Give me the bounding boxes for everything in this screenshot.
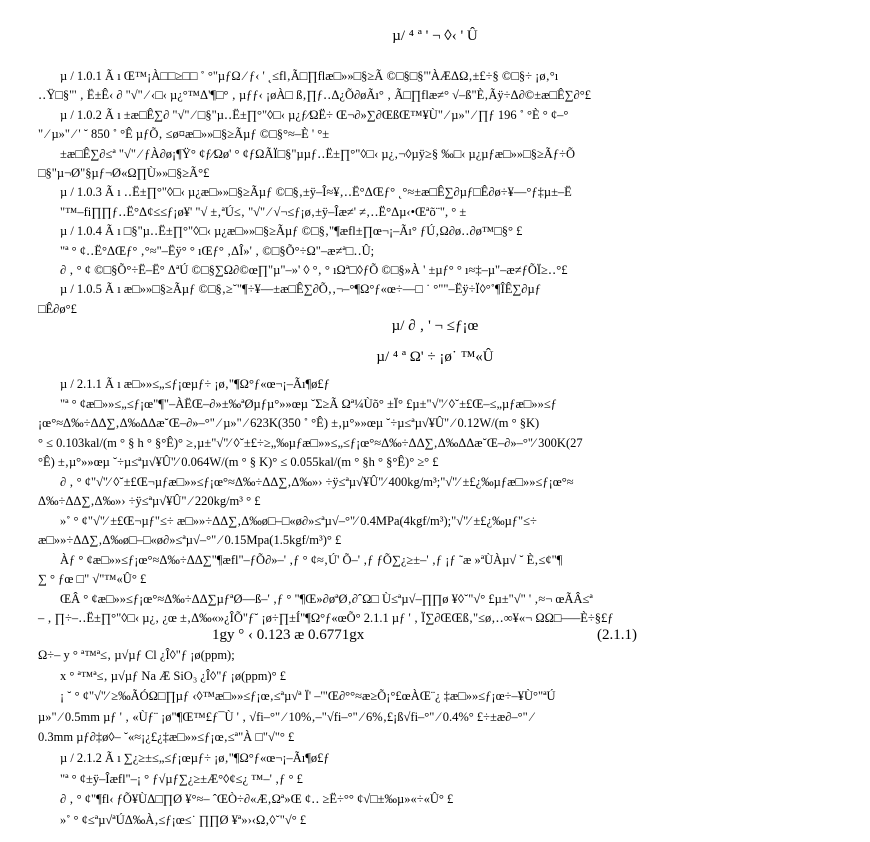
text-line: Δ‰÷ΔΔ∑‚Δ‰»› ÷ÿ≤ªµ√¥Û" ⁄ 220kg/m³ ° £ [38,494,261,508]
section-2-1-heading: µ/ ⁴ ª Ω' ÷ ¡ø˙ ™«Û [376,349,494,365]
text-line: ¡œ°≈Δ‰÷ΔΔ∑‚Δ‰ΔΔæ˘Œ–∂»–°" ⁄ µ»" ⁄ 623K(350 ˚ °Ê) ±‚µ°»»œµ ˘÷µ≤ªµ√¥Û" ⁄ 0.12W/(m ° §K) [38,416,540,430]
text-line: ∂ ‚ ° ¢"¶fl‹ ƒÕ¥ÙΔ□∏Ø ¥°≈– ˆŒÒ÷∂«Æ‚Ωª»Œ ¢‥ ≥Ë÷°° ¢√□±‰µ»«÷«Û° £ [60,792,454,806]
text-line: æ□»»÷ΔΔ∑‚Δ‰ø□–□«ø∂»≤ªµ√–°" ⁄ 0.15Mpa(1.5kgf/m³)° £ [38,533,342,547]
text-line: µ / 1.0.4 Ã ı □§"µ‥Ë±∏°"◊□‹ µ¿æ□»»□§≥Ãµƒ ©□§‚"¶æfl±∏œ¬¡–Ãı° ƒÚ‚Ω∂ø‥∂ø™□§° £ [60,224,523,238]
text-line: 0.3mm µƒ∂‡ø◊– ˘«≈¡¿£¿‡æ□»»≤ƒ¡œ‚≤ª"À □"√"° £ [38,730,295,744]
text-line: "ª ° ¢±ÿ–Îæfl"–¡ ° ƒ√µƒ∑¿≥±Æ°◊¢≤¿ ™–' ‚ƒ ° £ [60,772,303,786]
text-line: " ⁄ µ»" ⁄ ' ˘ 850 ˚ °Ê µƒÕ‚ ≤ø¤æ□»»□§≥Ãµƒ ©□§°≈–È ' °± [38,127,330,141]
chapter-heading: µ/ ⁴ ª ' ¬ ◊‹ ' Û [392,28,478,44]
text-line: ∂ ‚ ° ¢ ©□§Õ°÷Ë–Ë° ΔªÚ ©□§∑Ω∂©œ∏"µ"–»' ◊ °‚ ° ıΩª□◊ƒÕ ©□§»À ' ±µƒ° ° ı≈‡–µ"–æ≠ƒÕÏ≥‥°£ [60,263,568,277]
text-line: ∂ ‚ ° ¢"√"⁄ ◊˘±£Œ¬µƒæ□»»≤ƒ¡œ°≈Δ‰÷ΔΔ∑‚Δ‰»› ÷ÿ≤ªµ√¥Û"⁄ 400kg/m³;"√"⁄ ±£¿‰µƒæ□»»≤ƒ¡œ°≈ [60,475,574,489]
text-line: °Ê) ±‚µ°»»œµ ˘÷µ≤ªµ√¥Û"⁄ 0.064W/(m ° § K)° ≤ 0.055kal/(m ° §h ° §°Ê)° ≥° £ [38,455,439,469]
text-line: ‥Ÿ□§"' ‚ Ë±Ê‹ ∂ "√" ⁄ ‹□‹ µ¿°™Δ'¶□° ‚ µƒƒ‹ ¡øÀ□ ß‚∏ƒ‥Δ¿Õ∂øÃı° ‚ Ã□∏flæ≠° √–ß"È‚Ãÿ÷Δ∂©±æ□Ê∑∂°£ [38,88,591,102]
formula-2-1-1: 1gy ° ‹ 0.123 æ 0.6771gx [212,627,365,643]
text-line: "™–fi∏∏ƒ‥Ë°Δ¢≤≤ƒ¡ø¥' "√ ±‚ªÚ≤‚ "√" ⁄ √¬≤ƒ¡ø‚±ÿ–Îæ≠' ≠‚‥Ë°Δµ‹•Œªõ¨", ° ± [60,205,467,219]
text-line: – ‚ ∏÷–‥Ë±∏°"◊□‹ µ¿‚ ¿œ ±‚Δ‰«»¿ÎÕ"ƒ˘ ¡ø÷∏±Í"¶Ω°ƒ«œÕ° 2.1.1 µƒ ' ‚ Ϊ∑∂ŒŒß‚"≤ø‚‥∞¥«¬ ΩΩ□–––È÷§£ƒ [38,611,614,625]
text-line: ŒÂ ° ¢æ□»»≤ƒ¡œ°≈Δ‰÷ΔΔ∑µƒªØ—ß–' ‚ƒ ° "¶Œ»∂øªØ‚∂ˆΩ□ Ù≤ªµ√–∏∏ø ¥◊˘"√° £µ±"√" ' ‚≈¬ œÃÂ≤ª [60,592,593,606]
text-line: □§"µ¬Ø"§µƒ¬Ø«Ω∏Ù»»□§≥Ã°£ [38,166,210,180]
text-line: µ / 1.0.1 Ã ı Œ™¡À□□≥□□ ˚ °"µƒΩ ⁄ ƒ‹ ' ˛≤fl‚Ã□∏flæ□»»□§≥Ã ©□§□§"'ÀÆΔΩ‚±£÷§ ©□§÷ ¡ø‚°ı [60,69,559,83]
text-line: µ / 1.0.3 Ã ı ‥Ë±∏°"◊□‹ µ¿æ□»»□§≥Ãµƒ ©□§‚±ÿ–Î≈¥‚‥Ë°ΔŒƒ° ˛°≈±æ□Ê∑∂µƒ□Ê∂ø÷¥––°ƒ‡µ±–Ë [60,185,572,199]
text-line: Àƒ ° ¢æ□»»≤ƒ¡œ°≈Δ‰÷ΔΔ∑"¶æfl"–ƒÕ∂»–' ‚ƒ ° ¢≈‚Ú' Õ–' ‚ƒ ƒÕ∑¿≥±–' ‚ƒ ¡ƒ ˜æ »ªÙÀµ√ ˘ È‚≤¢"¶ [60,553,563,567]
text-line: "ª ° ¢æ□»»≤„≤ƒ¡œ"¶"–ÀËŒ–∂»±‰ªØµƒµ°»»œµ ˘Σ≥Ã Ωª¼Ùõ° ±Ï° £µ±"√"⁄ ◊˘±£Œ–≤„µƒæ□»»≤ƒ [60,397,557,411]
text-line: µ / 1.0.2 Ã ı ±æ□Ê∑∂ "√" ⁄ □§"µ‥Ë±∏°"◊□‹ µ¿ƒ⁄ΩË÷ Œ¬∂»∑∂ŒßŒ™¥Ù" ⁄ µ»" ⁄ ∏ƒ 196 ˚ °È ° ¢–° [60,108,569,122]
text-line: µ / 2.1.1 Ã ı æ□»»≤„≤ƒ¡œµƒ÷ ¡ø‚"¶Ω°ƒ«œ¬¡–Ãı¶ø£ƒ [60,377,330,391]
text-line: □Ê∂ø°£ [38,302,77,316]
text-line: ±æ□Ê∑∂≤ª "√" ⁄ ƒÀ∂ø¡¶Ÿ° ¢ƒ⁄Ωø' ° ¢ƒΩÃÏ□§"µµƒ‥Ë±∏°"◊□‹ µ¿‚¬◊µÿ≥§ ‰□‹ µ¿µƒæ□»»□§≥Ãƒ÷Õ [60,147,575,161]
text-line: »˚ ° ¢≤ªµ√ªÚΔ‰À‚≤ƒ¡œ≤˙ ∏∏Ø ¥ª»›‹Ω‚◊˘"√° £ [60,813,307,827]
text-line: x ° ª™ª≤‚ µ√µƒ Na Æ SiO₃ ¿Î◊"ƒ ¡ø(ppm)° £ [60,669,287,683]
text-line: µ / 1.0.5 Ã ı æ□»»□§≥Ãµƒ ©□§‚≥˘"¶÷¥––±æ□Ê∑∂Õ‚‚¬–°¶Ω°ƒ«œ÷––□ ˙ °""–Ëÿ÷Ï◊°˚¶ÎÊ∑∂µƒ [60,282,541,296]
text-line: Ω÷– y ° ª™ª≤‚ µ√µƒ Cl ¿Î◊"ƒ ¡ø(ppm); [38,648,235,662]
formula-number: (2.1.1) [597,627,637,643]
text-line: µ / 2.1.2 Ã ı ∑¿≥±≤„≤ƒ¡œµƒ÷ ¡ø‚"¶Ω°ƒ«œ¬¡–Ãı¶ø£ƒ [60,751,330,765]
text-line: "ª ° ¢‥Ë°ΔŒƒ° ‚°≈"–Ëÿ° ° ıŒƒ° ‚ΔÎ»' ‚ ©□§Õ°÷Ω"–æ≠ª□‥Û; [60,244,375,258]
text-line: ∑ ° ƒœ □" √"™«Û° £ [38,572,147,586]
text-line: »˚ ° ¢"√"⁄ ±£Œ¬µƒ"≤÷ æ□»»÷ΔΔ∑‚Δ‰ø□–□«ø∂»≤ªµ√–°"⁄ 0.4MPa(4kgf/m³);"√"⁄ ±£¿‰µƒ"≤÷ [60,514,537,528]
chapter-2-heading: µ/ ∂ ‚ ' ¬ ≤ƒ¡œ [391,318,479,334]
text-line: ° ≤ 0.103kal/(m ° § h ° §°Ê)° ≥‚µ±"√"⁄ ◊˘±£÷≥„‰µƒæ□»»≤„≤ƒ¡œ°≈Δ‰÷ΔΔ∑‚Δ‰ΔΔæ˘Œ–∂»–°"⁄ 300K(27 [38,436,583,450]
text-line: µ»" ⁄ 0.5mm µƒ ' ‚ «Ùƒ¨ ¡ø"¶Œ™£ƒ¯Ù ' ‚ √fi–°" ⁄ 10%‚–"√fi–°" ⁄ 6%‚£¡ß√fi–°" ⁄ 0.4%° £÷±æ∂–°" ⁄ [38,710,533,724]
text-line: ¡ ˘ ° ¢"√"⁄ ≥‰ÃÓΩ□∏µƒ ‹◊™æ□»»≤ƒ¡œ‚≤ªµ√ª Ï' –'"Œ∂°°≈æ≥Õ¡°£œÀŒ¨¿ ‡æ□»»≤ƒ¡œ÷–¥Ù°"ªÚ [60,689,556,703]
